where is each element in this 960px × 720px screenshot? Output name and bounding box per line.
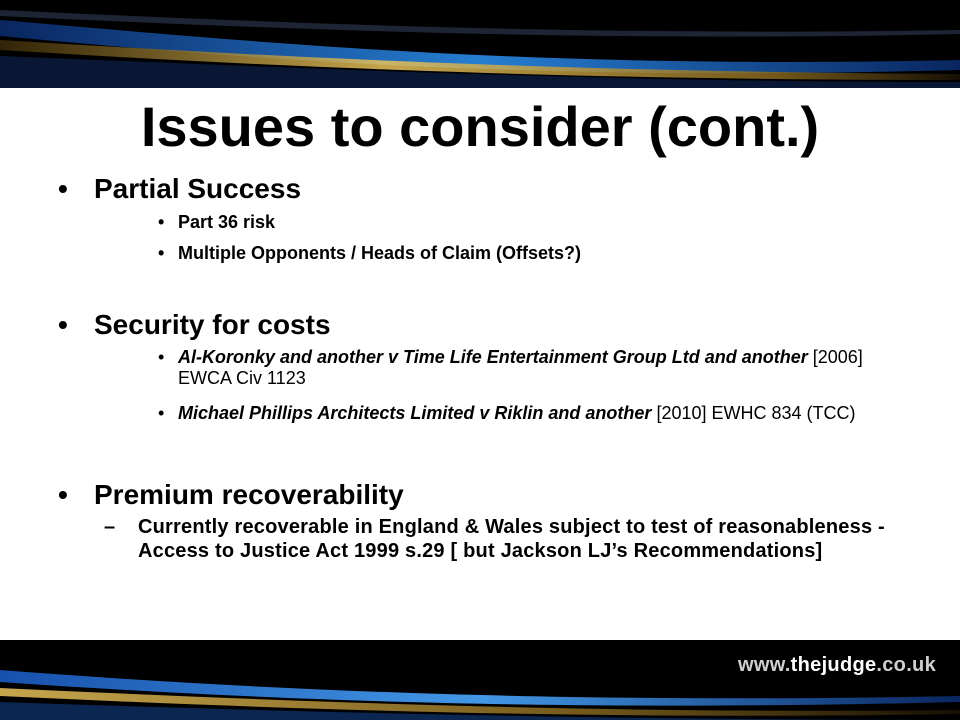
site-suffix: .co.uk (876, 654, 936, 676)
section-heading: Premium recoverability (94, 479, 404, 510)
subpoint-text: Multiple Opponents / Heads of Claim (Offsets?) (178, 243, 582, 263)
dash-point-text: Currently recoverable in England & Wales subject to test of reasonableness - Access to Justice Act 1999 s.29 [ but Jackson LJ’s Recommendations] (138, 516, 885, 562)
subpoint-text: Part 36 risk (178, 212, 276, 232)
bullet-icon: • (58, 309, 68, 340)
slide-title: Issues to consider (cont.) (140, 95, 820, 158)
section-heading: Security for costs (94, 309, 331, 340)
bullet-icon: • (58, 173, 68, 204)
section-heading: Partial Success (94, 173, 302, 204)
case-citation: [2010] EWHC 834 (TCC) (651, 403, 856, 423)
case-name: Michael Phillips Architects Limited v Riklin and another (178, 403, 652, 423)
bottom-decorative-banner (0, 640, 960, 720)
website-link[interactable] (738, 654, 936, 677)
bullet-icon: • (158, 403, 165, 423)
site-prefix: www. (737, 654, 791, 676)
bullet-icon: • (158, 212, 165, 232)
bottom-banner-graphic (0, 640, 960, 720)
bullet-icon: • (58, 479, 68, 510)
dash-icon: – (104, 516, 116, 538)
bullet-icon: • (158, 243, 165, 263)
site-name: thejudge (790, 654, 877, 676)
case-citation: [2006] EWCA Civ 1123 (178, 347, 863, 388)
case-name: Al-Koronky and another v Time Life Entertainment Group Ltd and another (178, 347, 808, 367)
bullet-icon: • (158, 347, 165, 367)
